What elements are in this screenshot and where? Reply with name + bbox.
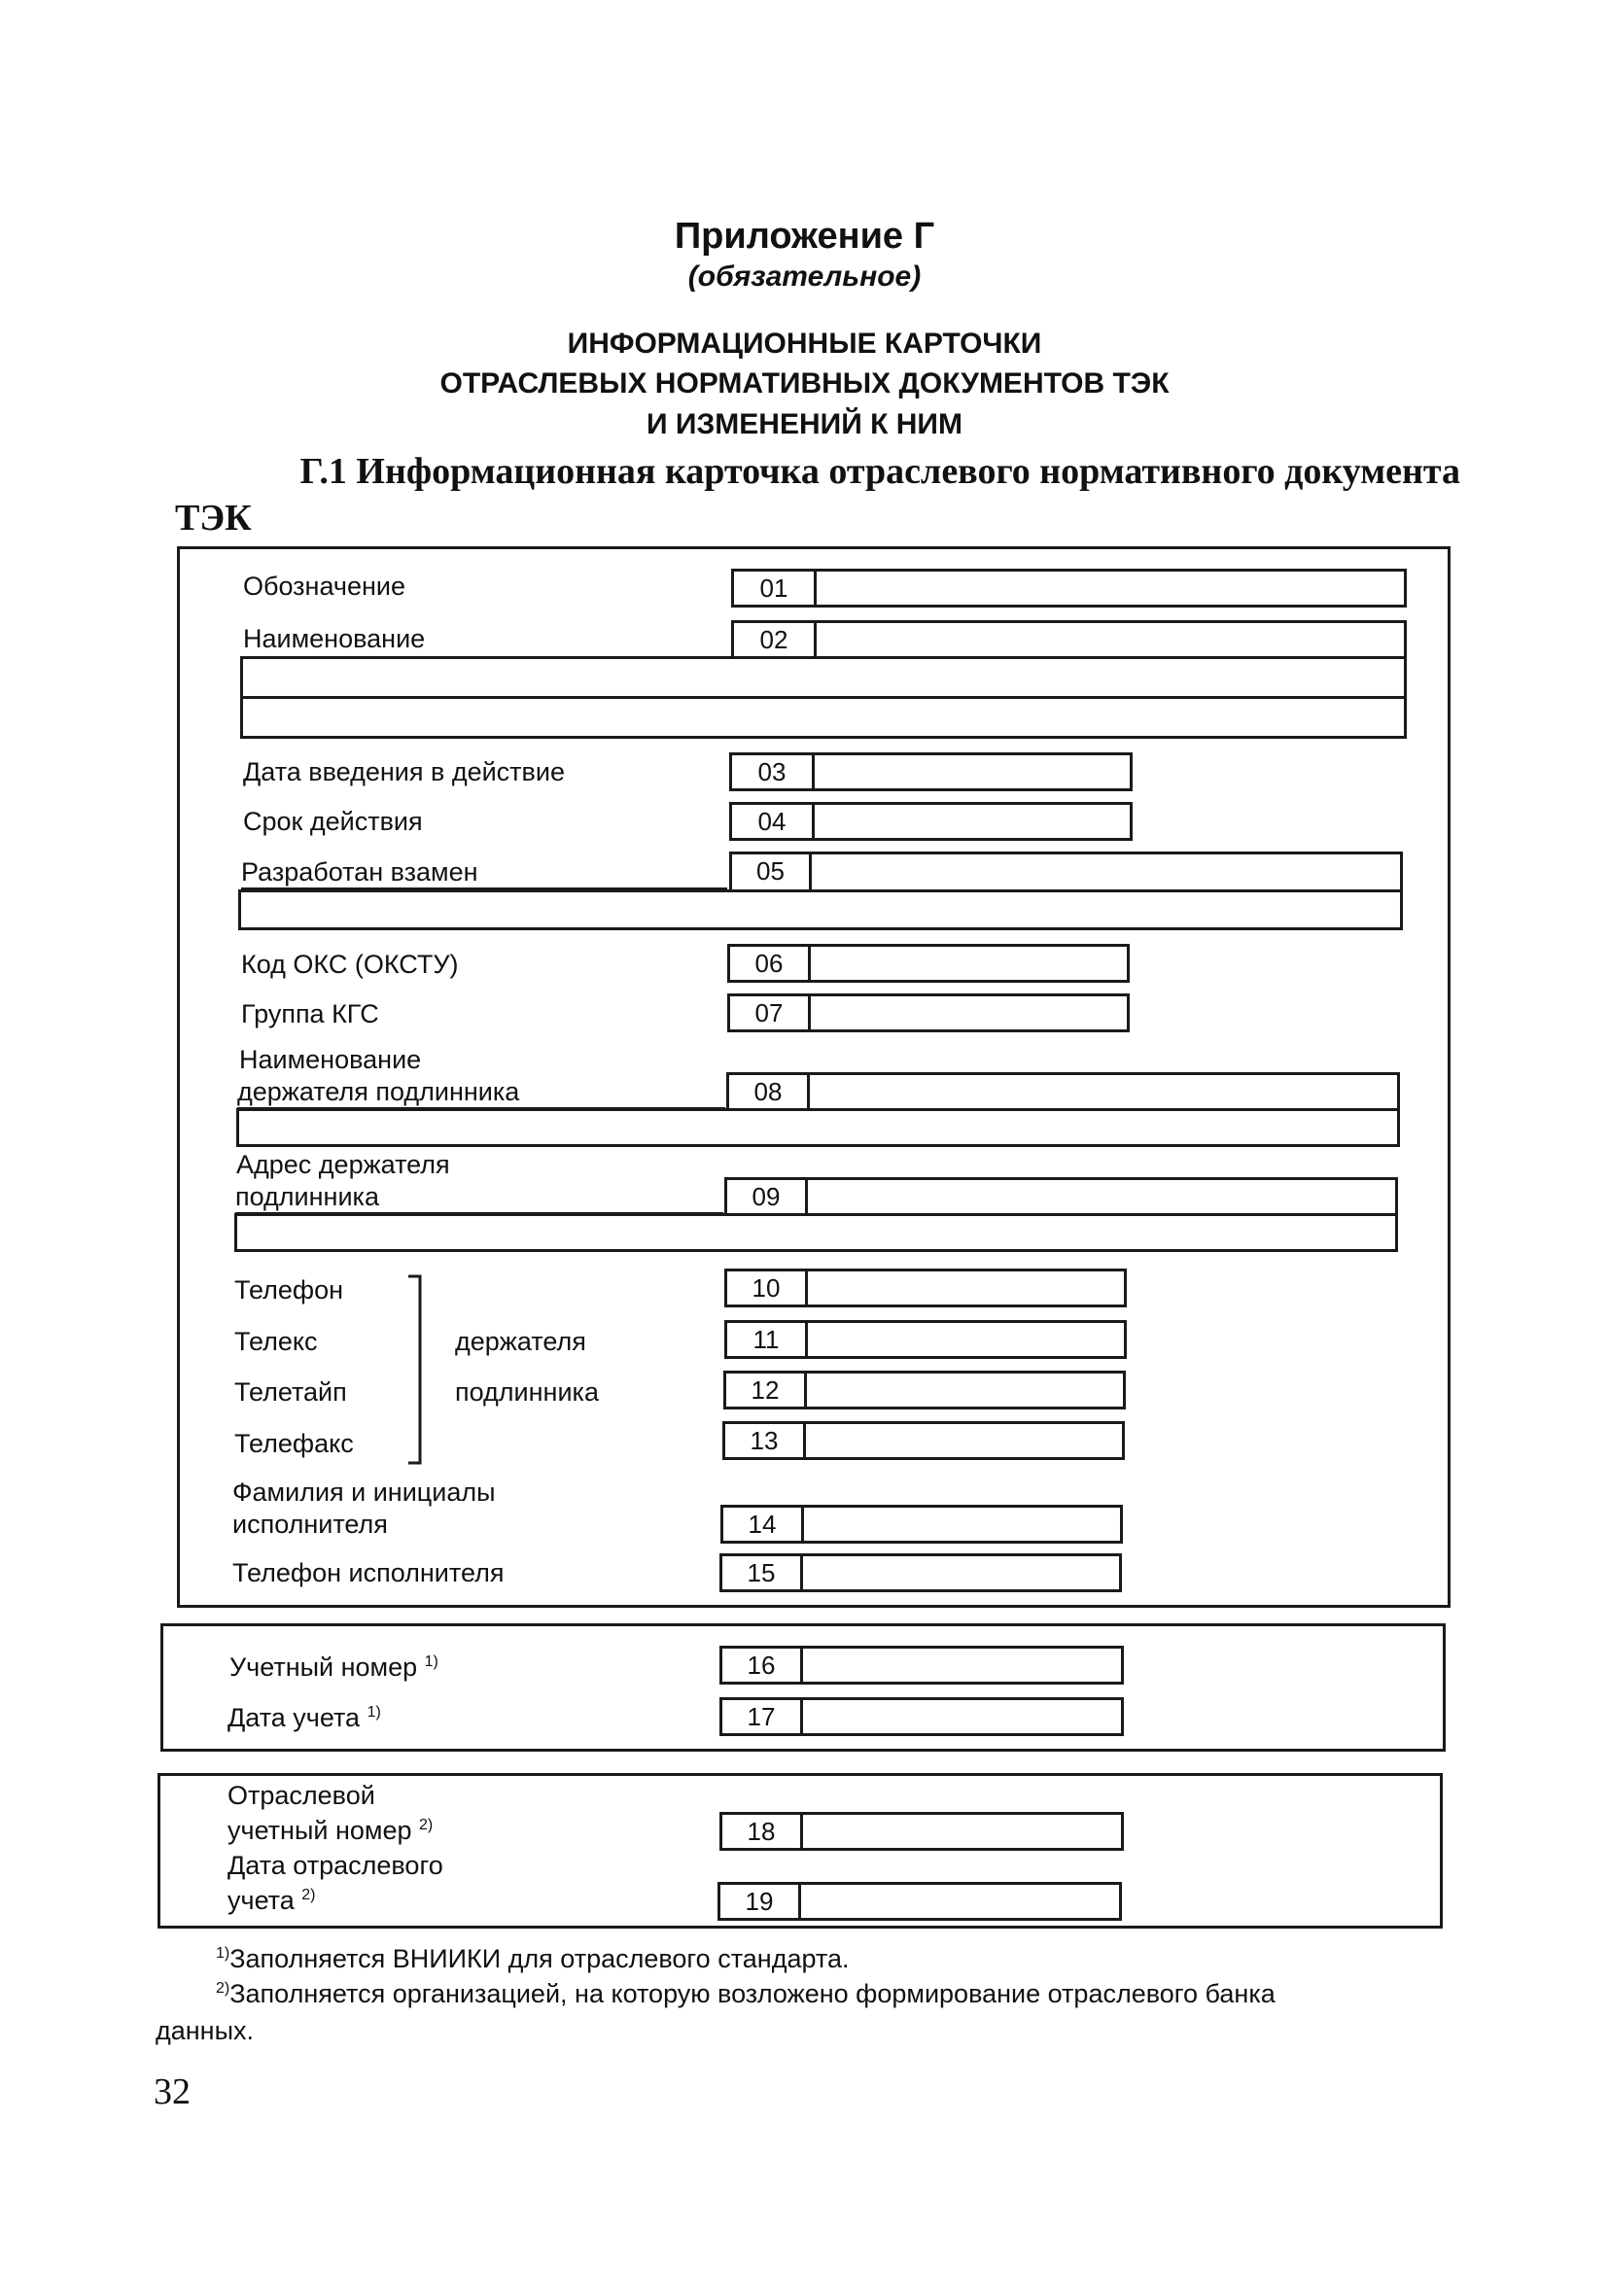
- field-18[interactable]: [800, 1812, 1124, 1851]
- field-02-line2[interactable]: [240, 656, 1407, 699]
- field-03[interactable]: [812, 752, 1133, 791]
- field-01[interactable]: [814, 569, 1407, 608]
- field-08[interactable]: [807, 1072, 1400, 1111]
- label-name: Наименование: [243, 624, 426, 653]
- label-executor-phone: Телефон исполнителя: [232, 1558, 505, 1587]
- field-06[interactable]: [808, 944, 1130, 983]
- footnote-2-continued: данных.: [156, 2016, 254, 2045]
- field-19[interactable]: [798, 1882, 1122, 1921]
- code-01: 01: [731, 569, 817, 608]
- label-phone: Телефон: [234, 1275, 344, 1305]
- code-06: 06: [727, 944, 811, 983]
- code-17: 17: [719, 1697, 803, 1736]
- label-executor-name-line2: исполнителя: [232, 1510, 388, 1539]
- field-16[interactable]: [800, 1646, 1124, 1685]
- field-05[interactable]: [809, 852, 1403, 892]
- field-07[interactable]: [808, 993, 1130, 1032]
- label-holder-name-line1: Наименование: [239, 1045, 422, 1074]
- field-12[interactable]: [804, 1371, 1126, 1409]
- label-registration-number: Учетный номер $^{1)}$: [229, 1652, 438, 1682]
- code-18: 18: [719, 1812, 803, 1851]
- code-02: 02: [731, 620, 817, 659]
- code-10: 10: [724, 1269, 808, 1307]
- holder-note-line2: подлинника: [455, 1377, 599, 1407]
- label-teletype: Телетайп: [234, 1377, 347, 1407]
- code-15: 15: [719, 1553, 803, 1592]
- code-07: 07: [727, 993, 811, 1032]
- label-executor-name-line1: Фамилия и инициалы: [232, 1478, 496, 1507]
- label-designation: Обозначение: [243, 572, 405, 601]
- code-09: 09: [724, 1177, 808, 1216]
- label-branch-date-line2: учета $^{2)}$: [227, 1886, 316, 1915]
- field-09[interactable]: [805, 1177, 1398, 1216]
- label-branch-date-line1: Дата отраслевого: [227, 1851, 443, 1880]
- field-17[interactable]: [800, 1697, 1124, 1736]
- doc-title-line2: ОТРАСЛЕВЫХ НОРМАТИВНЫХ ДОКУМЕНТОВ ТЭК: [439, 367, 1170, 400]
- field-02-line3[interactable]: [240, 696, 1407, 739]
- code-12: 12: [723, 1371, 807, 1409]
- code-16: 16: [719, 1646, 803, 1685]
- label-holder-name-line2: держателя подлинника: [237, 1077, 725, 1109]
- label-holder-address-line2: подлинника: [235, 1182, 723, 1214]
- label-fax: Телефакс: [234, 1429, 354, 1458]
- field-08-line2[interactable]: [236, 1108, 1400, 1147]
- label-replaces: Разработан взамен: [241, 857, 727, 889]
- label-telex: Телекс: [234, 1327, 318, 1356]
- code-08: 08: [726, 1072, 810, 1111]
- field-14[interactable]: [801, 1505, 1123, 1544]
- code-14: 14: [720, 1505, 804, 1544]
- code-19: 19: [717, 1882, 801, 1921]
- footnote-2: $^{2)}$Заполняется организацией, на которую возложено формирование отраслевого банка: [216, 1979, 1276, 2008]
- field-04[interactable]: [812, 802, 1133, 841]
- field-10[interactable]: [805, 1269, 1127, 1307]
- field-02[interactable]: [814, 620, 1407, 659]
- label-registration-date: Дата учета $^{1)}$: [227, 1703, 381, 1732]
- doc-title-line3: И ИЗМЕНЕНИЙ К НИМ: [647, 408, 962, 440]
- label-effective-date: Дата введения в действие: [243, 757, 565, 786]
- label-holder-address-line1: Адрес держателя: [236, 1150, 450, 1179]
- code-11: 11: [724, 1320, 808, 1359]
- field-05-line2[interactable]: [238, 889, 1403, 930]
- section-heading-line1: Г.1 Информационная карточка отраслевого нормативного документа: [299, 451, 1460, 492]
- label-oks-code: Код ОКС (ОКСТУ): [241, 950, 459, 979]
- label-branch-number-line1: Отраслевой: [227, 1781, 375, 1810]
- appendix-title: Приложение Г: [674, 216, 935, 257]
- code-04: 04: [729, 802, 815, 841]
- field-09-line2[interactable]: [234, 1213, 1398, 1252]
- label-validity: Срок действия: [243, 807, 423, 836]
- doc-title-line1: ИНФОРМАЦИОННЫЕ КАРТОЧКИ: [567, 328, 1042, 360]
- code-13: 13: [722, 1421, 806, 1460]
- section-heading-line2: ТЭК: [175, 498, 252, 539]
- page-number: 32: [154, 2071, 191, 2112]
- field-11[interactable]: [805, 1320, 1127, 1359]
- field-13[interactable]: [803, 1421, 1125, 1460]
- field-15[interactable]: [800, 1553, 1122, 1592]
- bracket-icon: [406, 1273, 428, 1466]
- code-05: 05: [729, 852, 812, 892]
- label-branch-number-line2: учетный номер $^{2)}$: [227, 1816, 434, 1845]
- code-03: 03: [729, 752, 815, 791]
- footnote-1: $^{1)}$Заполняется ВНИИКИ для отраслевого стандарта.: [216, 1944, 850, 1973]
- holder-note-line1: держателя: [455, 1327, 586, 1356]
- appendix-status: (обязательное): [687, 261, 922, 293]
- label-kgs-group: Группа КГС: [241, 999, 379, 1028]
